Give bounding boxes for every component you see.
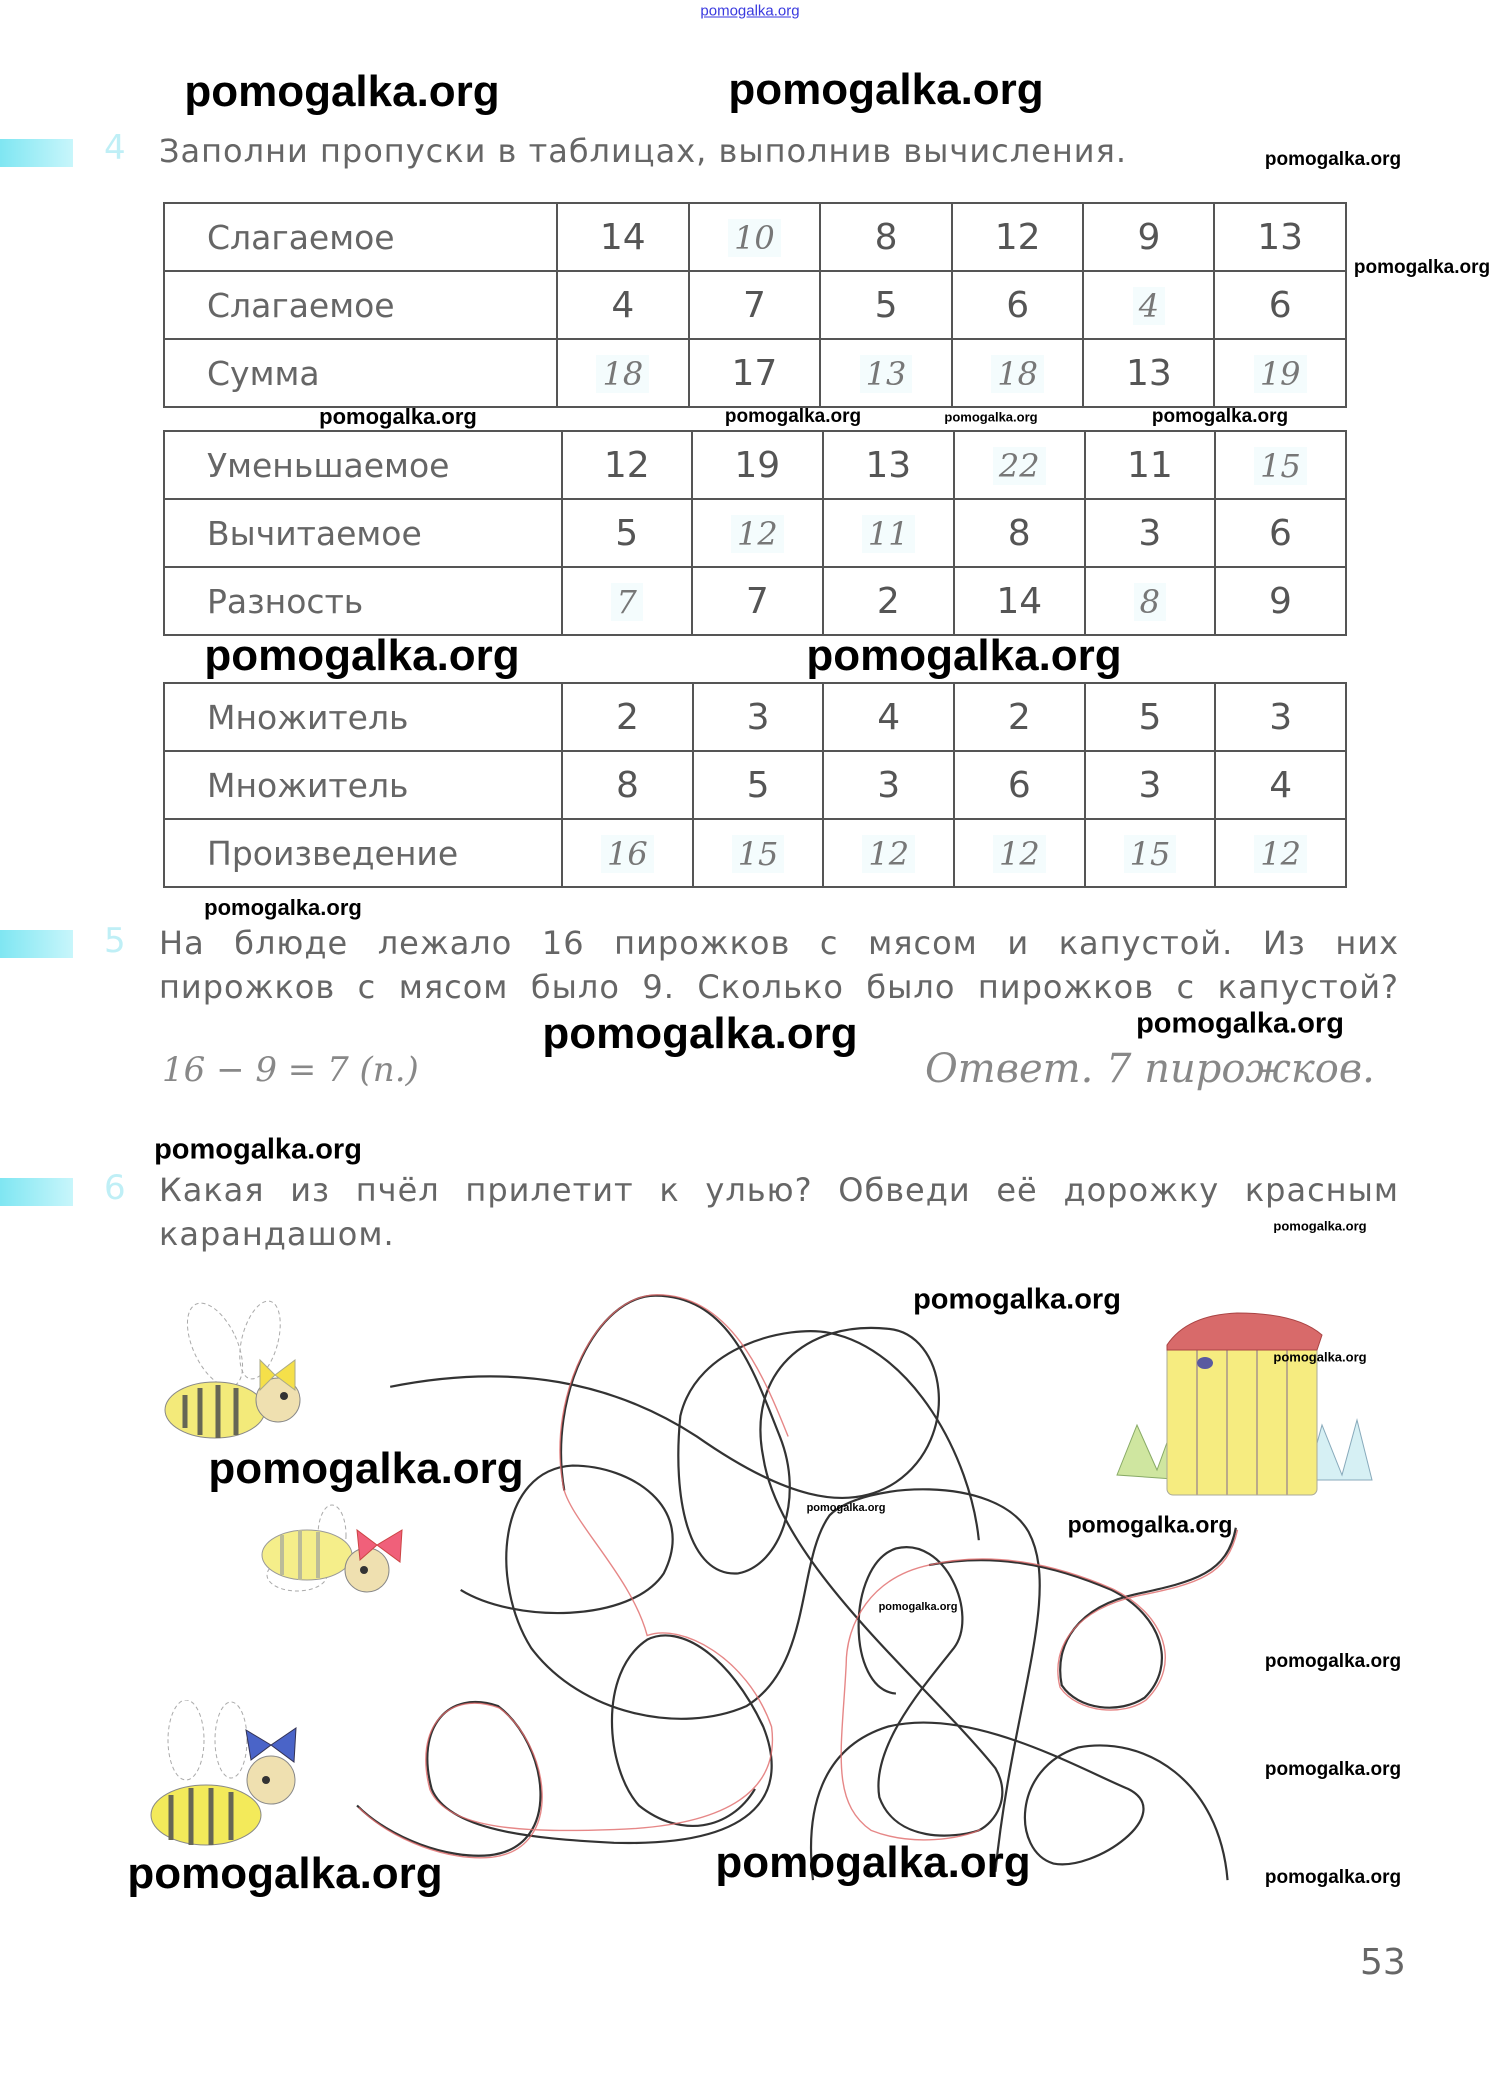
watermark: pomogalka.org	[878, 1601, 958, 1613]
cell-value: 4	[1133, 287, 1165, 325]
given-cell	[689, 339, 821, 407]
cell-value: 6	[1007, 764, 1031, 806]
filled-cell[interactable]	[1214, 339, 1346, 407]
filled-cell[interactable]	[823, 499, 954, 567]
watermark: pomogalka.org	[1136, 1007, 1344, 1040]
task6-line1: Какая из пчёл прилетит к улью? Обведи её дорожку красным	[159, 1171, 1399, 1209]
cell-value: 15	[732, 835, 785, 873]
cell-value: 12	[603, 444, 650, 486]
cell-value: 14	[996, 580, 1043, 622]
given-cell	[823, 567, 954, 635]
cell-value: 3	[746, 696, 770, 738]
watermark: pomogalka.org	[1264, 1867, 1402, 1888]
task5-answer: Ответ. 7 пирожков.	[925, 1046, 1375, 1092]
cell-value: 5	[615, 512, 639, 554]
watermark: pomogalka.org	[724, 406, 862, 427]
cell-value: 3	[1269, 696, 1293, 738]
table-row	[164, 683, 1346, 751]
watermark: pomogalka.org	[1151, 406, 1289, 427]
cell-value: 9	[1137, 216, 1161, 258]
cell-value: 17	[731, 352, 778, 394]
given-cell	[952, 271, 1084, 339]
watermark: pomogalka.org	[1067, 1511, 1233, 1538]
watermark: pomogalka.org	[1353, 257, 1491, 278]
watermark: pomogalka.org	[154, 1133, 362, 1166]
maze-path	[357, 1635, 772, 1855]
watermark: pomogalka.org	[1273, 1218, 1367, 1234]
cell-value: 4	[1269, 764, 1293, 806]
filled-cell[interactable]	[557, 339, 689, 407]
table-row	[164, 819, 1346, 887]
given-cell	[1085, 683, 1216, 751]
given-cell	[562, 431, 692, 499]
cell-value: 2	[1007, 696, 1031, 738]
given-cell	[820, 203, 952, 271]
row-label: Сумма	[164, 339, 557, 407]
cell-value: 5	[874, 284, 898, 326]
cell-value: 8	[615, 764, 639, 806]
task4-text: Заполни пропуски в таблицах, выполнив вычисления.	[159, 132, 1127, 170]
watermark: pomogalka.org	[204, 895, 362, 920]
filled-cell[interactable]	[820, 339, 952, 407]
cell-value: 3	[877, 764, 901, 806]
given-cell	[693, 683, 824, 751]
given-cell	[954, 751, 1085, 819]
watermark: pomogalka.org	[806, 1502, 886, 1514]
watermark: pomogalka.org	[944, 409, 1038, 425]
given-cell	[562, 499, 692, 567]
filled-cell[interactable]	[1083, 271, 1214, 339]
task4-marker	[0, 139, 73, 167]
filled-cell[interactable]	[1085, 567, 1215, 635]
beehive	[1107, 1305, 1377, 1515]
row-label: Произведение	[164, 819, 562, 887]
cell-value: 2	[876, 580, 900, 622]
bee-red-bow	[252, 1500, 422, 1620]
cell-value: 16	[601, 835, 654, 873]
given-cell	[1215, 751, 1346, 819]
cell-value: 8	[874, 216, 898, 258]
task4-number: 4	[104, 128, 126, 168]
bee-blue-bow	[146, 1700, 326, 1855]
given-cell	[693, 751, 824, 819]
filled-cell[interactable]	[689, 203, 821, 271]
filled-cell[interactable]	[692, 499, 823, 567]
row-label: Слагаемое	[164, 271, 557, 339]
table-row	[164, 271, 1346, 339]
cell-value: 18	[991, 355, 1044, 393]
filled-cell[interactable]	[693, 819, 824, 887]
table-row	[164, 499, 1346, 567]
given-cell	[557, 203, 689, 271]
filled-cell[interactable]	[954, 431, 1085, 499]
cell-value: 2	[615, 696, 639, 738]
cell-value: 14	[599, 216, 646, 258]
given-cell	[954, 499, 1085, 567]
filled-cell[interactable]	[954, 819, 1085, 887]
cell-value: 13	[860, 355, 913, 393]
given-cell	[557, 271, 689, 339]
filled-cell[interactable]	[562, 567, 692, 635]
cell-value: 12	[993, 835, 1046, 873]
given-cell	[1215, 683, 1346, 751]
given-cell	[1085, 751, 1216, 819]
cell-value: 18	[596, 355, 649, 393]
task5-solution: 16 − 9 = 7 (п.)	[162, 1050, 419, 1090]
cell-value: 12	[731, 515, 784, 553]
given-cell	[1215, 567, 1346, 635]
addition-table	[163, 202, 1347, 408]
cell-value: 5	[746, 764, 770, 806]
watermark: pomogalka.org	[184, 67, 500, 116]
cell-value: 11	[1126, 444, 1173, 486]
task5-line2: пирожков с мясом было 9. Сколько было пирожков с капустой?	[159, 968, 1399, 1006]
cell-value: 3	[1138, 512, 1162, 554]
page-number: 53	[1360, 1942, 1406, 1983]
cell-value: 12	[1254, 835, 1307, 873]
table-row	[164, 431, 1346, 499]
given-cell	[1085, 499, 1215, 567]
row-label: Слагаемое	[164, 203, 557, 271]
cell-value: 13	[1257, 216, 1304, 258]
cell-value: 15	[1124, 835, 1177, 873]
row-label: Множитель	[164, 751, 562, 819]
multiplication-table	[163, 682, 1347, 888]
cell-value: 6	[1268, 284, 1292, 326]
cell-value: 3	[1138, 764, 1162, 806]
given-cell	[1083, 339, 1214, 407]
cell-value: 12	[862, 835, 915, 873]
cell-value: 7	[742, 284, 766, 326]
cell-value: 15	[1254, 447, 1307, 485]
watermark: pomogalka.org	[319, 404, 477, 429]
given-cell	[1214, 203, 1346, 271]
row-label: Уменьшаемое	[164, 431, 562, 499]
table-row	[164, 339, 1346, 407]
watermark: pomogalka.org	[1264, 1759, 1402, 1780]
cell-value: 12	[994, 216, 1041, 258]
cell-value: 4	[611, 284, 635, 326]
maze-path	[390, 1328, 1002, 1830]
cell-value: 8	[1007, 512, 1031, 554]
cell-value: 5	[1138, 696, 1162, 738]
watermark: pomogalka.org	[1264, 1651, 1402, 1672]
watermark: pomogalka.org	[806, 631, 1122, 680]
watermark: pomogalka.org	[204, 631, 520, 680]
task6-marker	[0, 1178, 73, 1206]
maze-path	[461, 1466, 1040, 1872]
given-cell	[1083, 203, 1214, 271]
given-cell	[954, 683, 1085, 751]
given-cell	[562, 683, 693, 751]
watermark: pomogalka.org	[1273, 1349, 1367, 1365]
filled-cell[interactable]	[1085, 819, 1216, 887]
cell-value: 19	[1254, 355, 1307, 393]
given-cell	[954, 567, 1085, 635]
cell-value: 13	[1126, 352, 1172, 394]
cell-value: 10	[728, 219, 781, 257]
cell-value: 8	[1134, 583, 1166, 621]
given-cell	[823, 431, 954, 499]
filled-cell[interactable]	[1215, 431, 1346, 499]
given-cell	[689, 271, 821, 339]
watermark: pomogalka.org	[127, 1849, 443, 1898]
task5-line1: На блюде лежало 16 пирожков с мясом и капустой. Из них	[159, 924, 1399, 962]
cell-value: 7	[611, 583, 643, 621]
given-cell	[820, 271, 952, 339]
watermark: pomogalka.org	[542, 1009, 858, 1058]
filled-cell[interactable]	[1215, 819, 1346, 887]
task5-number: 5	[104, 921, 126, 961]
cell-value: 7	[745, 580, 769, 622]
watermark: pomogalka.org	[715, 1838, 1031, 1887]
top-link[interactable]: pomogalka.org	[700, 2, 800, 20]
table-row	[164, 567, 1346, 635]
cell-value: 19	[734, 444, 781, 486]
given-cell	[692, 567, 823, 635]
given-cell	[952, 203, 1084, 271]
task5-marker	[0, 930, 73, 958]
given-cell	[692, 431, 823, 499]
row-label: Разность	[164, 567, 562, 635]
task6-number: 6	[104, 1168, 126, 1208]
given-cell	[1085, 431, 1215, 499]
cell-value: 11	[862, 515, 915, 553]
filled-cell[interactable]	[952, 339, 1084, 407]
table-row	[164, 751, 1346, 819]
bee-yellow-bow	[160, 1300, 340, 1450]
maze-path	[929, 1528, 1236, 1708]
task6-line2: карандашом.	[159, 1215, 395, 1253]
watermark: pomogalka.org	[1264, 149, 1402, 170]
cell-value: 9	[1269, 580, 1292, 622]
given-cell	[823, 751, 954, 819]
cell-value: 6	[1006, 284, 1030, 326]
subtraction-table	[163, 430, 1347, 636]
given-cell	[562, 751, 693, 819]
cell-value: 4	[877, 696, 901, 738]
maze-path	[561, 1296, 979, 1574]
given-cell	[823, 683, 954, 751]
row-label: Вычитаемое	[164, 499, 562, 567]
filled-cell[interactable]	[823, 819, 954, 887]
cell-value: 22	[993, 447, 1046, 485]
table-row	[164, 203, 1346, 271]
watermark: pomogalka.org	[913, 1283, 1121, 1316]
watermark: pomogalka.org	[728, 65, 1044, 114]
filled-cell[interactable]	[562, 819, 693, 887]
given-cell	[1214, 271, 1346, 339]
watermark: pomogalka.org	[208, 1444, 524, 1493]
cell-value: 6	[1269, 512, 1292, 554]
row-label: Множитель	[164, 683, 562, 751]
cell-value: 13	[865, 444, 912, 486]
given-cell	[1215, 499, 1346, 567]
maze-path	[859, 1547, 979, 1835]
